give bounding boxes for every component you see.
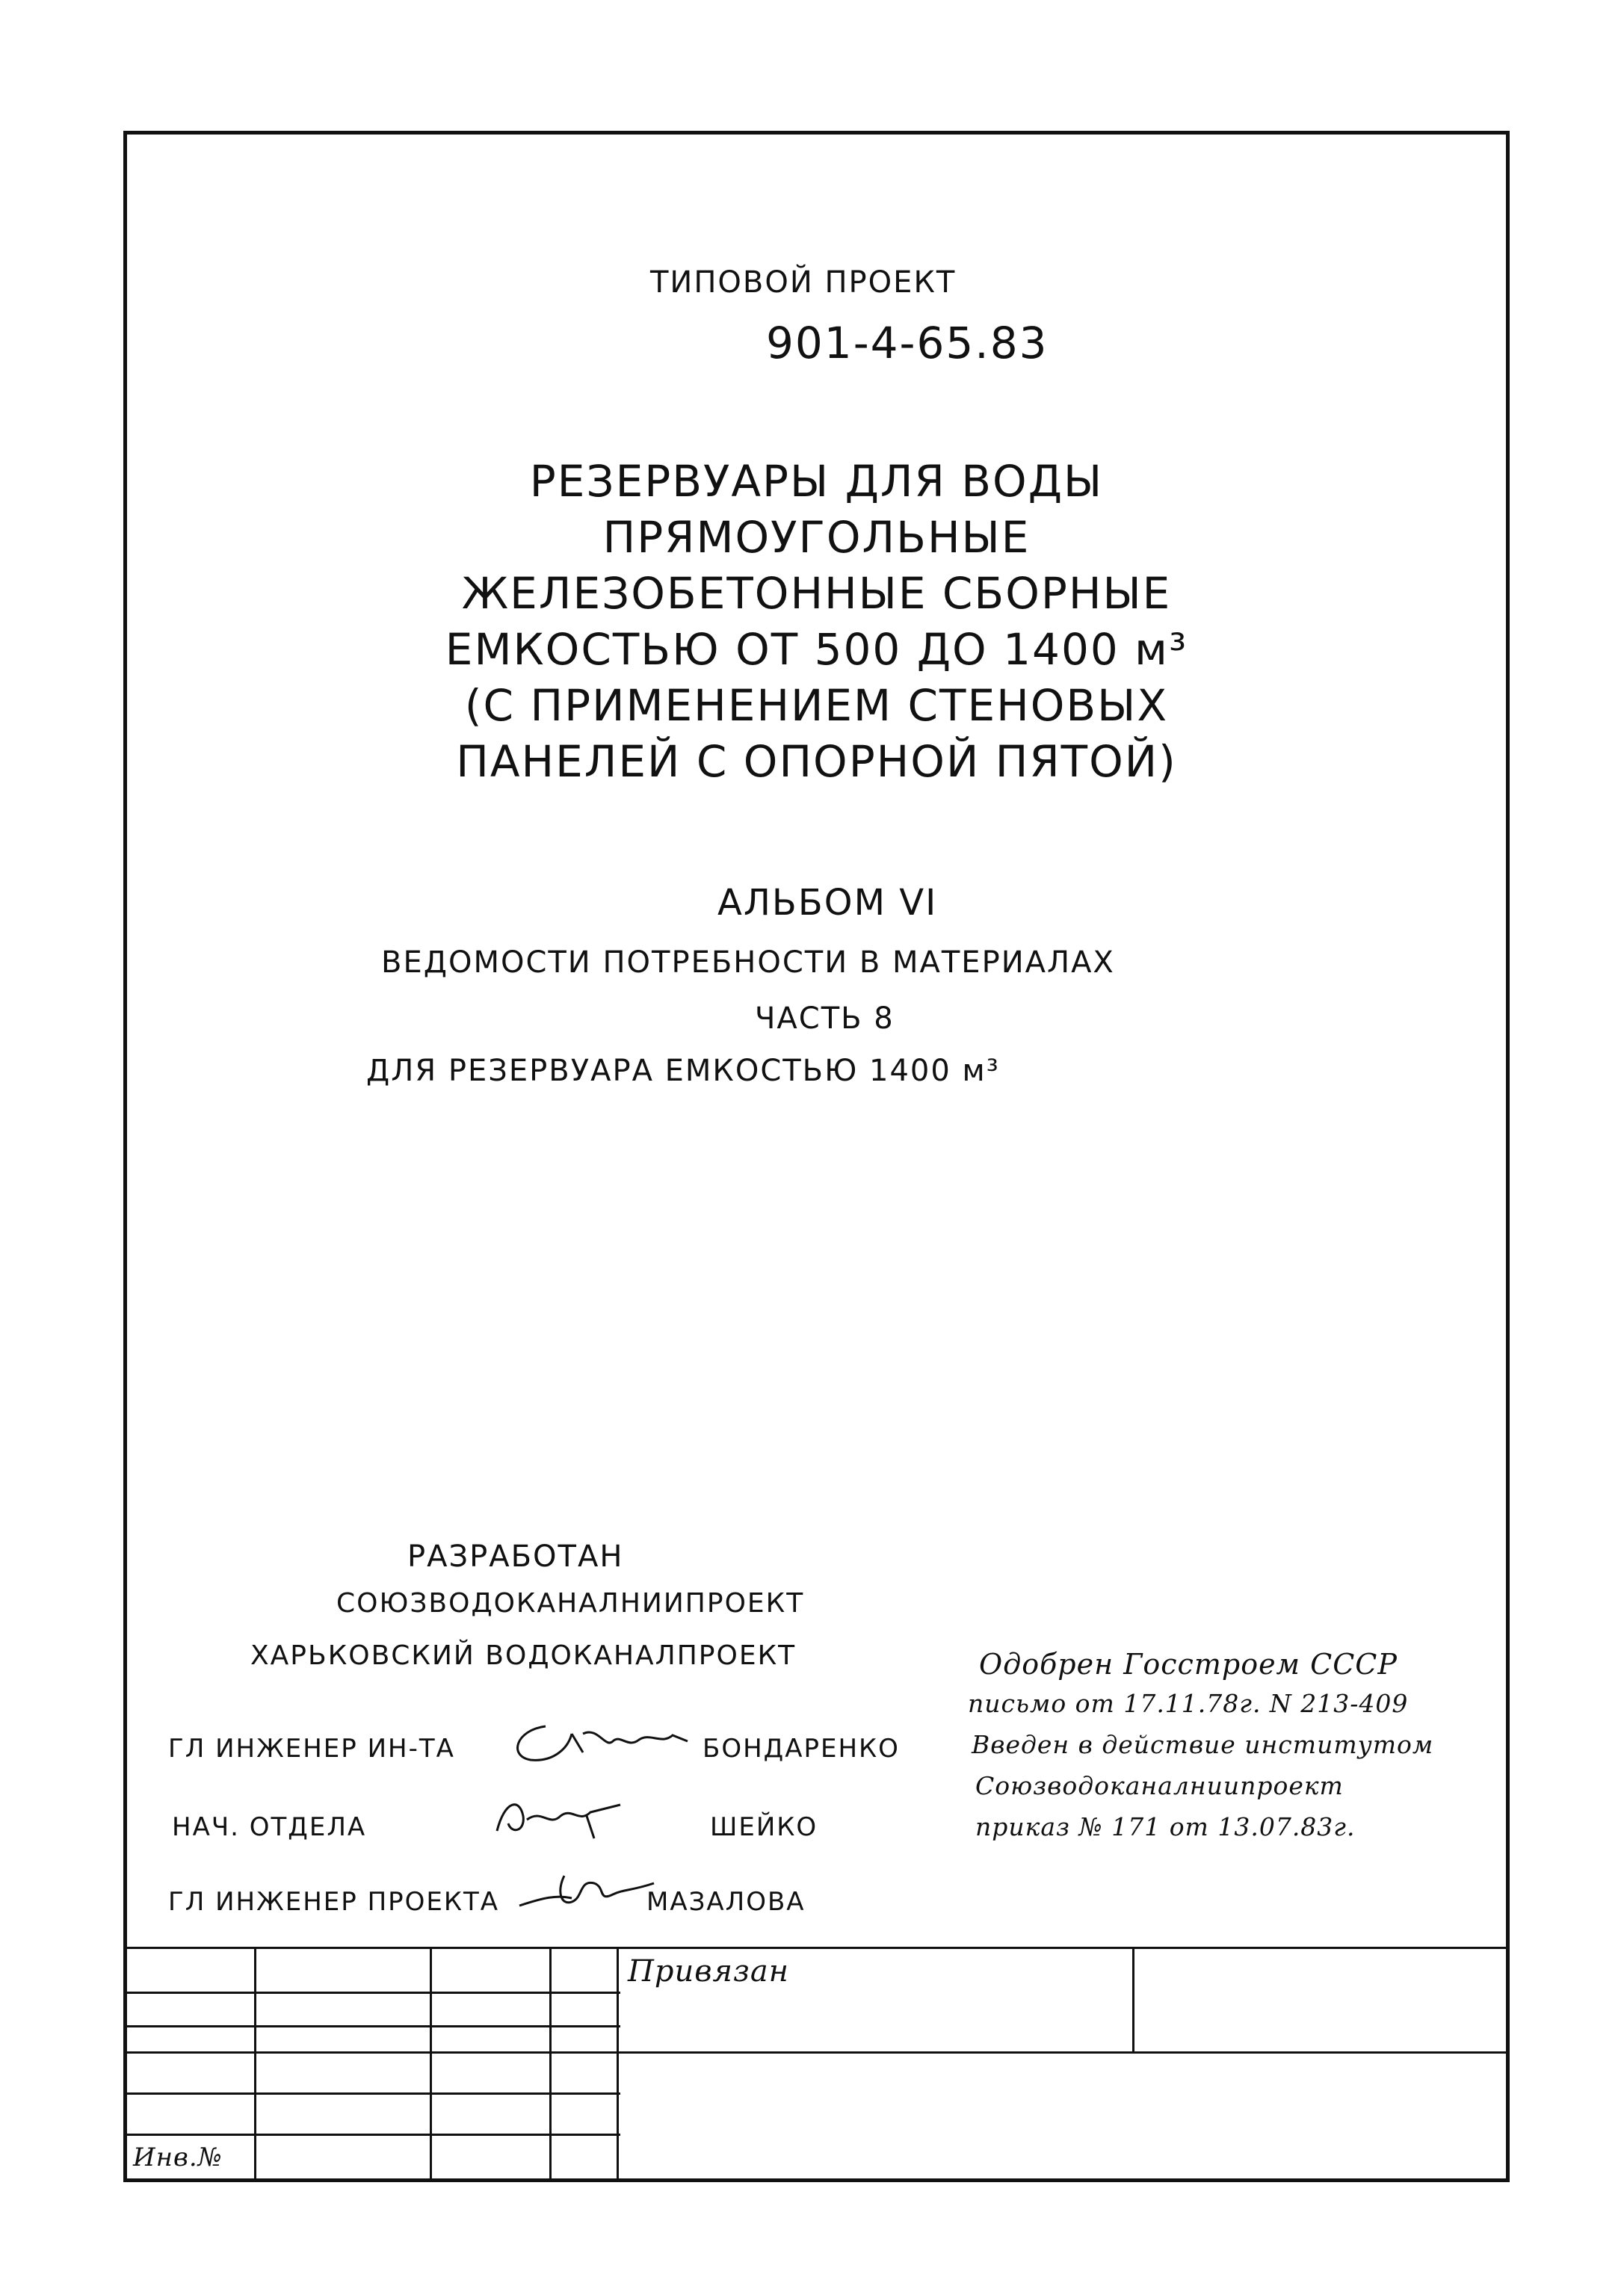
signatory-name: ШЕЙКО	[710, 1812, 818, 1842]
approval-line: Союзводоканалниипроект	[975, 1771, 1344, 1800]
signature-sheiko	[482, 1786, 632, 1846]
drawing-frame	[123, 131, 1510, 2182]
title-line: РЕЗЕРВУАРЫ ДЛЯ ВОДЫ	[529, 456, 1104, 507]
album-target: ДЛЯ РЕЗЕРВУАРА ЕМКОСТЬЮ 1400 м³	[366, 1054, 1000, 1088]
stamp-linked-label: Привязан	[628, 1954, 790, 1989]
stamp-row-line	[127, 1992, 620, 1994]
signatory-name: МАЗАЛОВА	[646, 1887, 806, 1917]
signatory-name: БОНДАРЕНКО	[703, 1734, 900, 1764]
stamp-border	[127, 1947, 1506, 1949]
stamp-row-line	[127, 2092, 620, 2095]
title-line: (С ПРИМЕНЕНИЕМ СТЕНОВЫХ	[464, 680, 1169, 731]
approval-line: Введен в действие институтом	[972, 1730, 1434, 1759]
signatory-role: ГЛ ИНЖЕНЕР ПРОЕКТА	[168, 1887, 500, 1917]
signature-mazalova	[512, 1861, 661, 1921]
signature-bondarenko	[501, 1711, 703, 1771]
album-part: ЧАСТЬ 8	[755, 1001, 895, 1036]
project-code: 901-4-65.83	[766, 318, 1049, 368]
stamp-col-line	[430, 1947, 432, 2178]
approval-line: Одобрен Госстроем СССР	[979, 1648, 1398, 1681]
stamp-col-line	[549, 1947, 552, 2178]
approval-line: письмо от 17.11.78г. N 213-409	[968, 1689, 1409, 1718]
stamp-row-line	[127, 2134, 620, 2136]
album-name: АЛЬБОМ VI	[717, 882, 938, 924]
title-line: ЕМКОСТЬЮ ОТ 500 ДО 1400 м³	[445, 624, 1188, 675]
stamp-row-line	[127, 2025, 620, 2027]
developer-label: РАЗРАБОТАН	[407, 1539, 624, 1574]
project-type-label: ТИПОВОЙ ПРОЕКТ	[650, 265, 957, 300]
developer-org: СОЮЗВОДОКАНАЛНИИПРОЕКТ	[336, 1588, 805, 1619]
stamp-col-line	[1132, 1947, 1134, 2051]
stamp-inventory-label: Инв.№	[133, 2143, 223, 2172]
title-line: ПАНЕЛЕЙ С ОПОРНОЙ ПЯТОЙ)	[456, 736, 1177, 787]
stamp-col-line	[617, 1947, 619, 2178]
album-subtitle: ВЕДОМОСТИ ПОТРЕБНОСТИ В МАТЕРИАЛАХ	[381, 945, 1115, 980]
approval-line: приказ № 171 от 13.07.83г.	[975, 1812, 1356, 1841]
title-block-stamp	[127, 1947, 1506, 2178]
signatory-role: ГЛ ИНЖЕНЕР ИН-ТА	[168, 1734, 455, 1764]
title-line: ПРЯМОУГОЛЬНЫЕ	[602, 512, 1031, 563]
title-line: ЖЕЛЕЗОБЕТОННЫЕ СБОРНЫЕ	[461, 568, 1172, 619]
developer-org: ХАРЬКОВСКИЙ ВОДОКАНАЛПРОЕКТ	[250, 1640, 797, 1671]
stamp-row-line	[127, 2051, 1506, 2054]
stamp-col-line	[254, 1947, 256, 2178]
signatory-role: НАЧ. ОТДЕЛА	[172, 1812, 367, 1842]
